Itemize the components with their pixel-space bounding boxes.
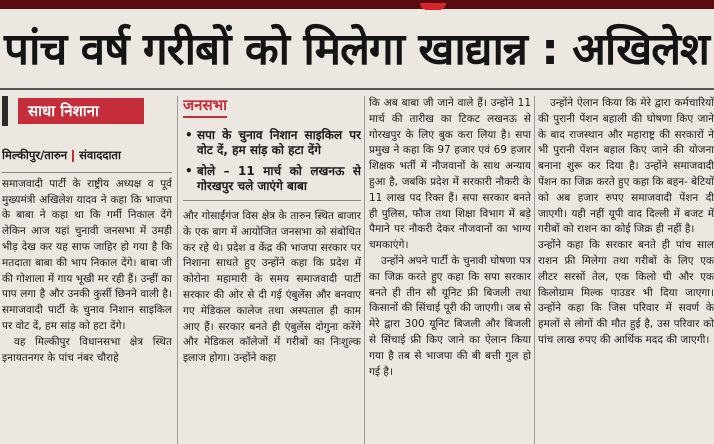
- logo-mark: [420, 3, 446, 10]
- highlight-bullet: • सपा के चुनाव निशान साइकिल पर वोट दें, हम सांड़ को हटा देंगे: [197, 128, 361, 158]
- article-paragraph: कि अब बाबा जी जाने वाले हैं। उन्होंने 11 मार्च की तारीख का टिकट लखनऊ से गोरखपुर के लिए बुक करा लिया है। सपा प्रमुख ने कहा कि 97 हजार एवं 69 हजार शिक्षक भर्ती में नौजवानों के साथ अन्याय हुआ है, जबकि प्रदेश में सरकारी नौकरी के 11 लाख पद रिक्त हैं। सपा सरकार बनते ही पुलिस, फौज तथा शिक्षा विभाग में बड़े पैमाने पर नौकरी देकर नौजवानों का भाग्य चमकाएंगे।: [369, 97, 531, 252]
- article-body: [183, 200, 361, 367]
- column-4: [538, 96, 714, 444]
- section-heading: जनसभा: [183, 96, 227, 118]
- article-paragraph: [369, 254, 531, 380]
- column-2: [183, 96, 361, 444]
- article-paragraph: [538, 96, 714, 238]
- dateline-separator: [72, 150, 74, 162]
- highlight-bullet: • बोले – 11 मार्च को लखनऊ से गोरखपुर चले जाएंगे बाबा: [197, 164, 361, 194]
- dateline-byline: संवाददाता: [79, 148, 121, 162]
- article-paragraph: और गोसाईंगंज विस क्षेत्र के तारुन स्थित बाजार के एक बाग में आयोजित जनसभा को संबोधित कर रहे थे। प्रदेश व केंद्र की भाजपा सरकार पर निशाना साधते हुए उन्होंने कहा कि प्रदेश में कोरोना महामारी के समय समाजवादी पार्टी सरकार की ओर से दी गई एंबुलेंस और बनवाए गए मेडिकल कालेज तथा अस्पताल ही काम आए हैं। सरकार बनते ही एंबुलेंस दोगुना करेंगे और मेडिकल कॉलेजों में गरीबों का निःशुल्क इलाज होगा। उन्होंने कहा: [183, 210, 361, 365]
- section-badge: [2, 96, 172, 130]
- column-separator: [177, 96, 178, 444]
- column-separator: [534, 96, 535, 444]
- article-paragraph: उन्होंने कहा कि सरकार बनते ही पांच साल राशन फ्री मिलेगा तथा गरीबों के लिए एक लीटर सरसों तेल, एक किलो घी और एक किलोग्राम मिल्क पाउडर भी दिया जाएगा। उन्होंने कहा कि जिस परिवार में सवर्ण के हमलों से लोगों की मौत हुई है, उस परिवार को पांच लाख रुपए की आर्थिक मदद की जाएगी।: [538, 239, 714, 346]
- column-3: [369, 96, 531, 444]
- article-paragraph-text: उन्होंने अपने पार्टी के चुनावी घोषणा पत्र का जिक्र करते हुए कहा कि सपा सरकार बनते ही तीन सौ यूनिट फ्री बिजली तथा किसानों की सिंचाई पूरी की जाएगी। जब से मेरे द्वारा 300 यूनिट बिजली और बिजली से सिंचाई फ्री किए जाने का ऐलान किया गया है तब से भाजपा की बी बत्ती गुल हो गई है।: [369, 254, 531, 378]
- top-banner-bar: [0, 0, 714, 9]
- article-paragraph-text: उन्होंने ऐलान किया कि मेरे द्वारा कर्मचारियों की पुरानी पेंशन बहाली की घोषणा किए जाने के बाद राजस्थान और महाराष्ट्र की सरकारों ने भी पुरानी पेंशन बहाल किए जाने की योजना बनाना शुरू कर दिया है। उन्होंने समाजवादी पेंशन का जिक्र करते हुए कहा कि बहन- बेटियों को अब हजार रुपए समाजवादी पेंशन दी जाएगी। यही नहीं यूपी वाद दिल्ली में बजट में गरीबों को राशन का कोई जिक्र ही नहीं है।: [538, 97, 714, 236]
- headline-rule: [0, 88, 714, 90]
- divider: [2, 172, 172, 173]
- badge-label: साधा निशाना: [18, 98, 144, 124]
- dateline: [2, 148, 172, 164]
- column-1: [2, 96, 172, 444]
- article-paragraph-text: वह मिल्कीपुर विधानसभा क्षेत्र स्थित इनायतनगर के पांच नंबर चौराहे: [2, 335, 172, 364]
- article-paragraph: समाजवादी पार्टी के राष्ट्रीय अध्यक्ष व पूर्व मुख्यमंत्री अखिलेश यादव ने कहा कि भाजपा के बाबा ने कहा था कि गर्मी निकाल देंगे लेकिन आज यहां चुनावी जनसभा में उमड़ी भीड़ देख कर यह साफ जाहिर हो गया है कि मतदाता बाबा की भाप निकाल देंगे। बाबा जी की गोशाला में गाय भूखी मर रही हैं। उन्हीं का पाप लगा है और उनकी कुर्सी छिनने वाली है। समाजवादी पार्टी के चुनाव निशान साइकिल पर वोट दें, हम सांड़ को हटा देंगे।: [2, 177, 172, 332]
- column-separator: [364, 96, 365, 444]
- badge-bar: [2, 96, 8, 126]
- dateline-place: मिल्कीपुर/तारुन: [2, 148, 68, 162]
- article-paragraph: [2, 335, 172, 367]
- headline: पांच वर्ष गरीबों को मिलेगा खाद्यान्न : अखिलेश: [4, 24, 709, 75]
